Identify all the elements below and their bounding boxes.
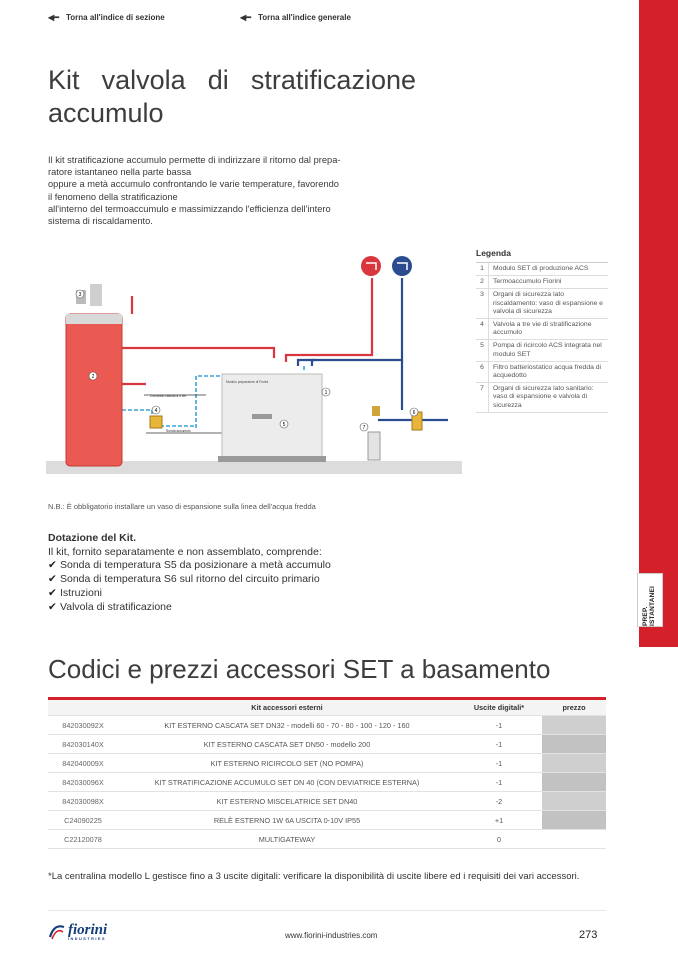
legend-text: Organi di sicurezza lato riscaldamento: vaso di espansione e valvola di sicurezza — [493, 291, 603, 315]
intro-line: all'interno del termoaccumulo e massimizzando l'efficienza dell'intero — [48, 203, 331, 214]
callout-label: 6 — [412, 410, 416, 416]
legend-table — [476, 262, 608, 413]
section-tab-label: PREP. ISTANTANEI — [642, 585, 656, 626]
legend-text: Termoaccumulo Fiorini — [493, 278, 562, 286]
checkmark-icon: ✔ — [48, 572, 57, 585]
cell-description: KIT ESTERNO RICIRCOLO SET (NO POMPA) — [210, 758, 364, 768]
legend — [476, 248, 608, 413]
section-sidebar — [639, 0, 678, 647]
cell-outputs: +1 — [494, 815, 504, 825]
legend-num: 7 — [476, 383, 489, 412]
footer-divider — [48, 910, 606, 911]
callout-label: 2 — [91, 374, 95, 380]
intro-text — [48, 154, 416, 227]
cell-code: 842030092X — [62, 720, 104, 730]
intro-line: ratore istantaneo nella parte bassa — [48, 167, 192, 178]
callout-label: 4 — [154, 408, 158, 414]
checkmark-icon: ✔ — [48, 600, 57, 613]
heating-source-icon — [361, 256, 381, 276]
table-row — [48, 830, 606, 849]
cell-price — [542, 811, 606, 829]
legend-num: 1 — [476, 263, 489, 275]
table-row — [48, 811, 606, 830]
header-outputs: Uscite digitali* — [473, 703, 525, 712]
intro-line: sistema di riscaldamento. — [48, 216, 153, 227]
cell-code: 842030098X — [62, 796, 104, 806]
checkmark-icon: ✔ — [48, 559, 57, 571]
legend-num: 5 — [476, 340, 489, 360]
safety-valve — [90, 284, 102, 306]
list-item — [48, 601, 331, 615]
legend-text: Pompa di ricircolo ACS integrata nel modulo SET — [493, 342, 602, 358]
cell-price — [542, 716, 606, 734]
legend-num: 3 — [476, 289, 489, 318]
table-row — [48, 735, 606, 754]
table-header — [48, 700, 606, 716]
list-item — [48, 587, 331, 601]
probe-label: Sonda accumulo — [166, 429, 191, 433]
legend-title: Legenda — [476, 248, 511, 258]
cell-code: C22120078 — [64, 834, 102, 844]
installation-diagram — [46, 250, 466, 480]
nav-general-index[interactable] — [240, 13, 351, 22]
module-label: Modulo preparatore di Fiorini — [226, 380, 269, 384]
list-item — [48, 573, 331, 587]
nav-section-index[interactable] — [48, 13, 165, 22]
legend-row — [476, 276, 608, 289]
legend-row — [476, 319, 608, 340]
legend-num: 2 — [476, 276, 489, 288]
cell-price — [542, 830, 606, 848]
cell-code: C24090225 — [64, 815, 102, 825]
page-title: Kit valvola di stratificazione accumulo — [48, 65, 416, 128]
nav-general-index-label[interactable]: Torna all'indice generale — [258, 13, 351, 22]
section-title: Codici e prezzi accessori SET a basamento — [48, 654, 551, 684]
valve-command-label: Comando valvola a 3 vie — [150, 394, 187, 398]
legend-text: Organi di sicurezza lato sanitario: vaso di espansione e valvola di sicurezza — [493, 385, 594, 409]
back-arrow-icon: ◀━ — [240, 13, 251, 22]
kit-intro: Il kit, fornito separatamente e non assemblato, comprende: — [48, 546, 322, 558]
cell-description: KIT ESTERNO CASCATA SET DN50 - modello 200 — [203, 739, 371, 749]
table-row — [48, 792, 606, 811]
checkmark-icon: ✔ — [48, 586, 57, 599]
table-row — [48, 773, 606, 792]
legend-text: Valvola a tre vie di stratificazione accumulo — [493, 321, 592, 337]
cell-code: 842030096X — [62, 777, 104, 787]
legend-num: 4 — [476, 319, 489, 339]
price-table — [48, 697, 606, 849]
legend-row — [476, 289, 608, 319]
cell-description: RELÈ ESTERNO 1W 6A USCITA 0-10V IP55 — [213, 815, 361, 825]
legend-row — [476, 340, 608, 361]
legend-row — [476, 383, 608, 413]
kit-item-text: Istruzioni — [60, 586, 103, 599]
storage-tank — [66, 314, 122, 466]
cold-water-source-icon — [392, 256, 412, 276]
callout-label: 1 — [324, 390, 328, 396]
cell-description: KIT ESTERNO CASCATA SET DN32 - modelli 60 - 70 - 80 - 100 - 120 - 160 — [164, 720, 410, 730]
back-arrow-icon: ◀━ — [48, 13, 59, 22]
sanitary-expansion-vessel — [368, 432, 380, 460]
legend-row — [476, 263, 608, 276]
intro-line: il fenomeno della stratificazione — [48, 191, 178, 202]
kit-list — [48, 559, 331, 615]
footnote: *La centralina modello L gestisce fino a 3 uscite digitali: verificare la disponibilità di uscite libere ed i requisiti dei vari accessori. — [48, 871, 580, 882]
cell-price — [542, 735, 606, 753]
cell-price — [542, 773, 606, 791]
callout-label: 7 — [362, 425, 366, 431]
logo-subtext: INDUSTRIES — [68, 936, 106, 941]
module-base — [218, 456, 326, 462]
cell-price — [542, 792, 606, 810]
cell-description: KIT STRATIFICAZIONE ACCUMULO SET DN 40 (CON DEVIATRICE ESTERNA) — [154, 777, 420, 787]
header-description: Kit accessori esterni — [251, 703, 323, 712]
cell-outputs: -1 — [495, 720, 503, 730]
legend-text: Modulo SET di produzione ACS — [493, 265, 589, 272]
cell-description: MULTIGATEWAY — [258, 834, 316, 844]
header-price: prezzo — [562, 703, 586, 712]
nb-note: N.B.: È obbligatorio installare un vaso di espansione sulla linea dell'acqua fredda — [48, 502, 316, 511]
cell-description: KIT ESTERNO MISCELATRICE SET DN40 — [216, 796, 358, 806]
brand-logo[interactable] — [48, 923, 107, 941]
hot-pipes — [122, 278, 372, 384]
logo-swirl-icon — [48, 923, 66, 941]
table-row — [48, 716, 606, 735]
legend-text: Filtro batteriostatico acqua fredda di acquedotto — [493, 363, 602, 380]
tank-cap — [66, 314, 122, 324]
cell-code: 842030140X — [62, 739, 104, 749]
intro-line: Il kit stratificazione accumulo permette di indirizzare il ritorno dal prepa- — [48, 155, 341, 165]
callout-label: 5 — [282, 422, 286, 428]
kit-item-text: Sonda di temperatura S5 da posizionare a metà accumulo — [60, 559, 331, 571]
three-way-valve — [150, 416, 162, 428]
table-row — [48, 754, 606, 773]
callout-label: 3 — [78, 292, 82, 298]
cell-outputs: -1 — [495, 777, 503, 787]
cell-outputs: -2 — [495, 796, 503, 806]
intro-line: oppure a metà accumulo confrontando le varie temperature, favorendo — [48, 179, 339, 190]
list-item — [48, 559, 331, 573]
logo-text: fiorini — [68, 921, 108, 938]
cell-price — [542, 754, 606, 772]
kit-heading: Dotazione del Kit. — [48, 532, 137, 544]
website-link[interactable]: www.fiorini-industries.com — [285, 931, 378, 940]
cell-code: 842040009X — [62, 758, 104, 768]
cell-outputs: -1 — [495, 739, 503, 749]
kit-item-text: Valvola di stratificazione — [60, 600, 172, 613]
kit-item-text: Sonda di temperatura S6 sul ritorno del circuito primario — [60, 572, 320, 585]
sanitary-safety-valve — [372, 406, 380, 416]
legend-row — [476, 362, 608, 383]
section-tab[interactable] — [637, 573, 663, 627]
module-display — [252, 414, 272, 419]
cell-outputs: 0 — [496, 834, 502, 844]
nav-section-index-label[interactable]: Torna all'indice di sezione — [66, 13, 165, 22]
legend-num: 6 — [476, 362, 489, 382]
cell-outputs: -1 — [495, 758, 503, 768]
page-number: 273 — [579, 929, 598, 941]
